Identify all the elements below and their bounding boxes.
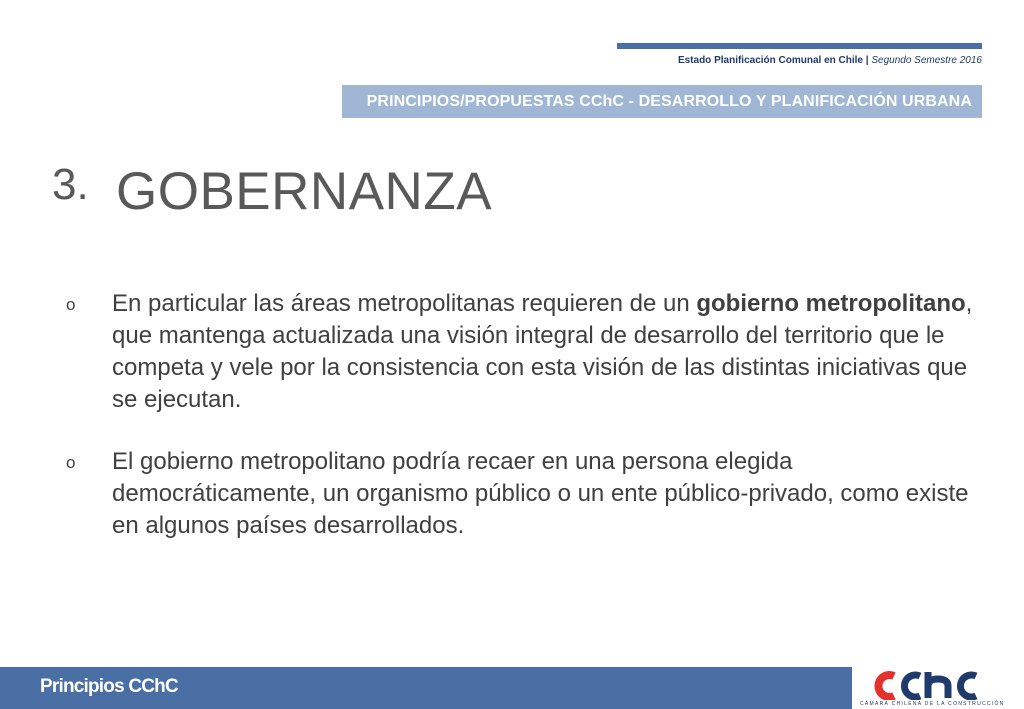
bullet-emphasis: gobierno metropolitano: [696, 290, 966, 317]
bullet-item: [64, 288, 984, 416]
section-banner-label: PRINCIPIOS/PROPUESTAS CChC - DESARROLLO Y PLANIFICACIÓN URBANA: [366, 92, 972, 110]
bullet-item: [64, 446, 984, 542]
header-rule: [617, 43, 982, 49]
bullet-marker: o: [66, 295, 76, 314]
slide-title: GOBERNANZA: [116, 162, 493, 221]
footer-label: Principios CChC: [40, 676, 178, 697]
slide-number: 3.: [52, 160, 89, 209]
bullet-marker: o: [66, 453, 76, 472]
bullet-text: En particular las áreas metropolitanas requieren de un: [112, 290, 697, 317]
bullet-text: El gobierno metropolitano podría recaer en una persona elegida democráticamente, un organismo público o un ente público-privado, como existe en algunos países desarrollados.: [112, 448, 969, 539]
cchc-logo: [852, 667, 1024, 709]
bullet-text-continued: , que mantenga actualizada una visión integral de desarrollo del territorio que le competa y vele por la consistencia con esta visión de las distintas iniciativas que se ejecutan.: [112, 290, 973, 413]
report-separator: |: [863, 55, 872, 66]
logo-caption: CÁMARA CHILENA DE LA CONSTRUCCIÓN: [860, 701, 1005, 707]
cchc-logo-mark: [872, 670, 1004, 700]
section-banner: [342, 85, 982, 118]
bullet-list: [64, 288, 984, 572]
report-period: Segundo Semestre 2016: [871, 55, 982, 66]
report-title: Estado Planificación Comunal en Chile: [677, 55, 863, 66]
footer-bar: [0, 667, 1024, 709]
report-subtitle: [678, 55, 982, 66]
